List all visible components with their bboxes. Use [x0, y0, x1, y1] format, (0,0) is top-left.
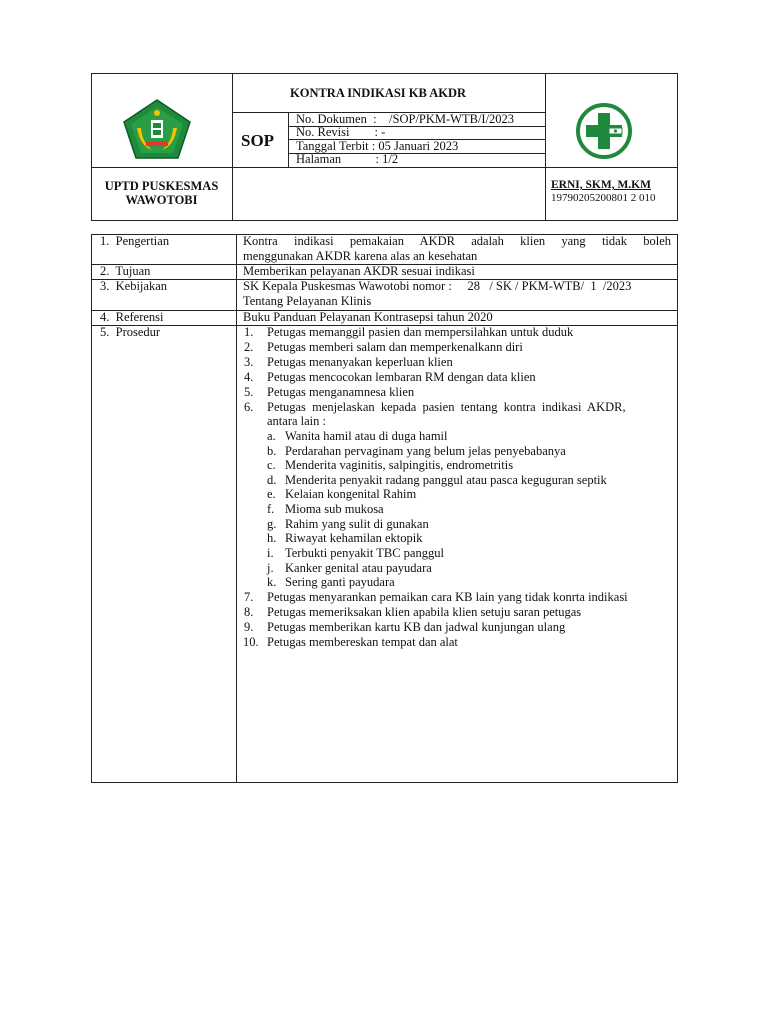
- step-text: Petugas menganamnesa klien: [267, 385, 415, 399]
- step-text: Petugas memberi salam dan memperkenalkann diri: [267, 340, 523, 354]
- sub-item-letter: a.: [267, 429, 276, 443]
- issue-date: Tanggal Terbit : 05 Januari 2023: [296, 139, 459, 153]
- page-number: Halaman : 1/2: [296, 152, 399, 166]
- kebijakan-line1: SK Kepala Puskesmas Wawotobi nomor : 28 / SK / PKM-WTB/ 1 /2023: [243, 279, 632, 293]
- sub-item-text: Rahim yang sulit di gunakan: [285, 517, 429, 531]
- step-text: Petugas menanyakan keperluan klien: [267, 355, 453, 369]
- referensi-text: Buku Panduan Pelayanan Kontrasepsi tahun 2020: [243, 310, 493, 324]
- sub-item-text: Kanker genital atau payudara: [285, 561, 432, 575]
- sub-item-letter: k.: [267, 575, 277, 589]
- pengertian-line2: menggunakan AKDR karena alas an kesehatan: [243, 249, 478, 263]
- tujuan-text: Memberikan pelayanan AKDR sesuai indikasi: [243, 264, 475, 278]
- step-text: Petugas menyarankan pemaikan cara KB lain yang tidak konrta indikasi: [267, 590, 628, 604]
- sub-item-text: Terbukti penyakit TBC panggul: [285, 546, 444, 560]
- signer-name: ERNI, SKM, M.KM: [551, 179, 651, 191]
- org-name-line1: UPTD PUSKESMAS: [104, 179, 219, 193]
- green-cross-puskesmas-icon: [576, 103, 632, 159]
- step-text: Petugas memeriksakan klien apabila klien setuju saran petugas: [267, 605, 582, 619]
- step-text: Petugas memberikan kartu KB dan jadwal kunjungan ulang: [267, 620, 566, 634]
- sub-item-text: Sering ganti payudara: [285, 575, 395, 589]
- kemenkes-pemda-logo-icon: [122, 98, 192, 160]
- sub-item-letter: j.: [267, 561, 274, 575]
- document-title: KONTRA INDIKASI KB AKDR: [290, 86, 467, 100]
- step-number: 5.: [244, 385, 254, 399]
- sub-item-letter: c.: [267, 458, 276, 472]
- sub-item-text: Perdarahan pervaginam yang belum jelas penyebabanya: [285, 444, 566, 458]
- step-number: 10.: [243, 635, 259, 649]
- step-number: 8.: [244, 605, 254, 619]
- signer-nip: 19790205200801 2 010: [551, 192, 656, 204]
- step-number: 6.: [244, 400, 254, 414]
- sub-item-text: Mioma sub mukosa: [285, 502, 384, 516]
- sub-item-text: Kelaian kongenital Rahim: [285, 487, 417, 501]
- sub-item-letter: g.: [267, 517, 277, 531]
- step-text: Petugas mencocokan lembaran RM dengan data klien: [267, 370, 536, 384]
- step-text: Petugas membereskan tempat dan alat: [267, 635, 458, 649]
- label-pengertian: 1. Pengertian: [100, 234, 170, 248]
- org-name-line2: WAWOTOBI: [125, 193, 198, 207]
- sub-item-letter: f.: [267, 502, 275, 516]
- step-text: Petugas menjelaskan kepada pasien tentang kontra indikasi AKDR,: [267, 400, 626, 414]
- label-prosedur: 5. Prosedur: [100, 325, 161, 339]
- revision-number: No. Revisi : -: [296, 125, 386, 139]
- sub-item-letter: h.: [267, 531, 277, 545]
- kebijakan-line2: Tentang Pelayanan Klinis: [243, 294, 372, 308]
- doc-number: No. Dokumen : /SOP/PKM-WTB/I/2023: [296, 112, 515, 126]
- label-kebijakan: 3. Kebijakan: [100, 279, 167, 293]
- step-text-cont: antara lain :: [267, 414, 326, 428]
- pengertian-line1: Kontra indikasi pemakaian AKDR adalah klien yang tidak boleh: [243, 234, 671, 248]
- step-number: 7.: [244, 590, 254, 604]
- sub-item-text: Riwayat kehamilan ektopik: [285, 531, 423, 545]
- sub-item-letter: i.: [267, 546, 274, 560]
- sub-item-text: Menderita penyakit radang panggul atau pasca keguguran septik: [285, 473, 607, 487]
- sub-item-letter: d.: [267, 473, 277, 487]
- step-number: 2.: [244, 340, 254, 354]
- step-number: 4.: [244, 370, 254, 384]
- step-number: 1.: [244, 325, 254, 339]
- step-number: 3.: [244, 355, 254, 369]
- label-referensi: 4. Referensi: [100, 310, 164, 324]
- sub-item-text: Wanita hamil atau di duga hamil: [285, 429, 448, 443]
- label-tujuan: 2. Tujuan: [100, 264, 151, 278]
- sub-item-letter: e.: [267, 487, 276, 501]
- step-text: Petugas memanggil pasien dan mempersilahkan untuk duduk: [267, 325, 574, 339]
- sub-item-text: Menderita vaginitis, salpingitis, endrometritis: [285, 458, 514, 472]
- sub-item-letter: b.: [267, 444, 277, 458]
- sop-label: SOP: [241, 131, 275, 150]
- org-name: [91, 179, 232, 207]
- step-number: 9.: [244, 620, 254, 634]
